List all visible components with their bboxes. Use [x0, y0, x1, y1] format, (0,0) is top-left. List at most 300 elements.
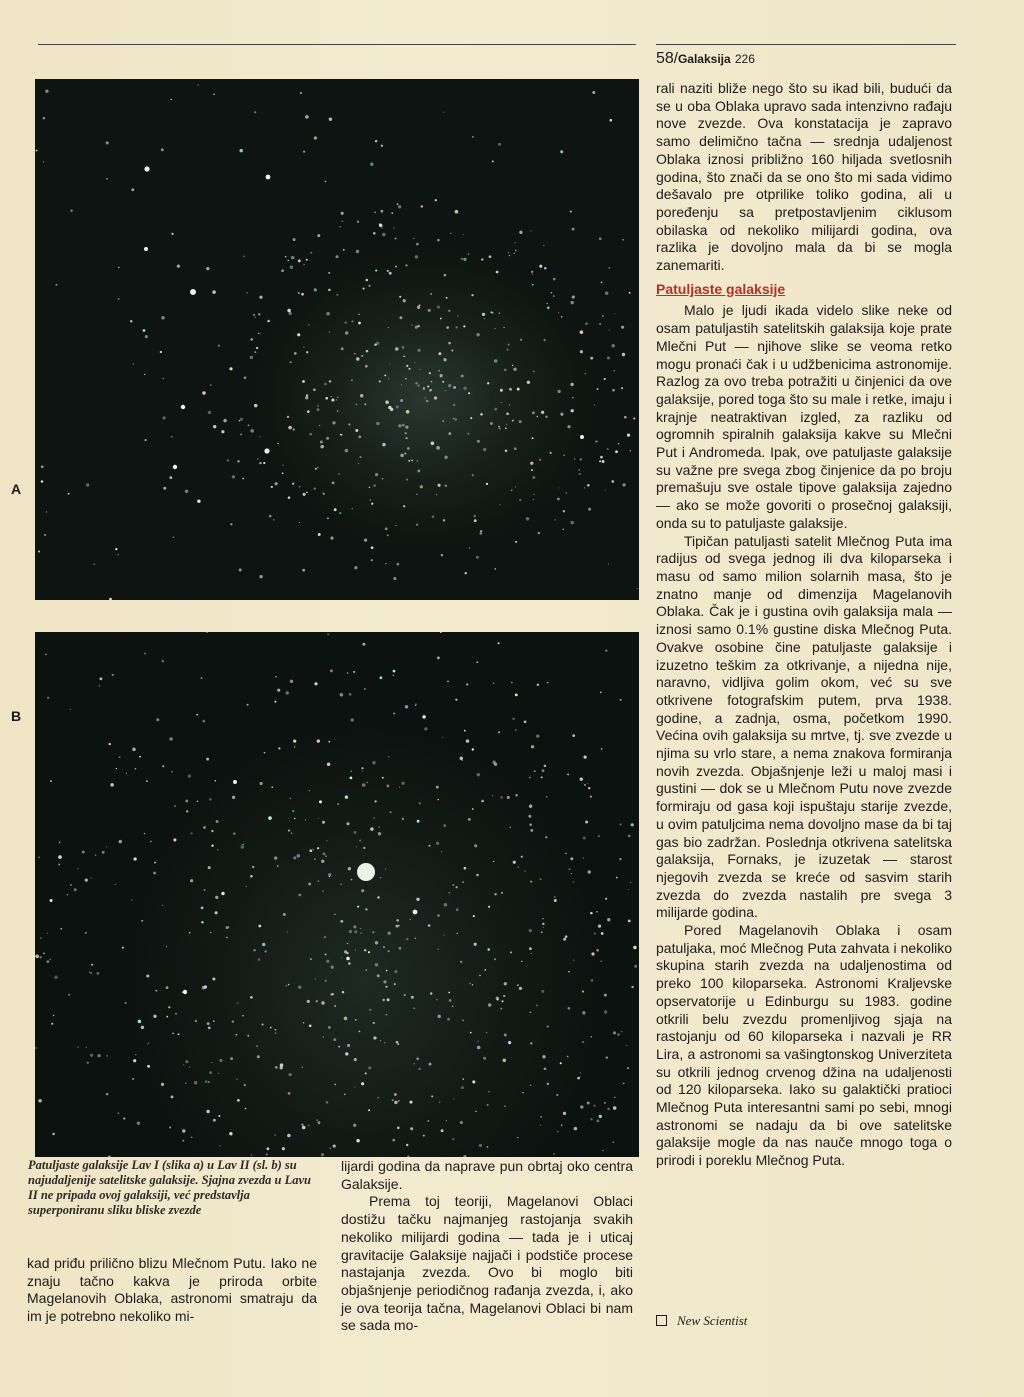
- star: [204, 889, 206, 891]
- star: [392, 1139, 395, 1142]
- star: [518, 867, 519, 868]
- star: [414, 1063, 415, 1064]
- star: [382, 999, 384, 1001]
- star: [319, 800, 322, 803]
- star: [293, 740, 296, 743]
- star: [161, 1083, 164, 1086]
- star: [484, 969, 486, 971]
- star: [611, 344, 615, 348]
- star: [584, 784, 586, 786]
- star: [483, 1057, 486, 1060]
- star: [408, 368, 410, 370]
- star: [621, 326, 624, 329]
- star: [501, 1000, 503, 1002]
- star: [382, 228, 383, 229]
- star: [526, 517, 530, 521]
- star: [382, 233, 386, 237]
- star: [171, 233, 173, 235]
- star: [614, 1097, 615, 1098]
- star: [287, 260, 288, 261]
- star: [530, 1042, 532, 1044]
- star: [422, 715, 426, 719]
- star: [298, 986, 301, 989]
- star: [561, 316, 563, 318]
- star: [594, 404, 595, 405]
- star: [290, 361, 292, 363]
- star: [419, 369, 420, 370]
- star: [126, 773, 127, 774]
- star: [229, 1132, 232, 1135]
- star: [512, 718, 514, 720]
- star: [206, 758, 209, 761]
- star: [312, 849, 314, 851]
- star: [595, 440, 597, 442]
- star: [303, 1022, 304, 1023]
- star: [557, 498, 560, 501]
- star: [563, 454, 565, 456]
- star: [361, 1082, 364, 1085]
- star: [442, 381, 444, 383]
- star: [202, 391, 206, 395]
- star: [633, 418, 635, 420]
- star: [58, 855, 62, 859]
- star: [440, 374, 443, 377]
- star: [290, 680, 293, 683]
- end-mark-icon: [656, 1315, 667, 1326]
- star: [118, 298, 120, 300]
- star: [319, 425, 320, 426]
- star: [437, 239, 440, 242]
- star: [558, 312, 559, 313]
- star: [394, 237, 396, 239]
- star: [541, 411, 544, 414]
- star: [274, 856, 277, 859]
- star: [259, 314, 261, 316]
- star: [423, 1135, 425, 1137]
- star: [492, 761, 495, 764]
- page-number: 58: [656, 50, 674, 67]
- star: [353, 925, 356, 928]
- star: [68, 493, 70, 495]
- column-left: [27, 1255, 317, 1326]
- star: [387, 535, 389, 537]
- star: [35, 955, 39, 959]
- star: [513, 861, 516, 864]
- star: [47, 933, 48, 934]
- star: [287, 1134, 291, 1138]
- star: [399, 296, 401, 298]
- star: [469, 982, 471, 984]
- star: [409, 1101, 412, 1104]
- star: [492, 160, 494, 162]
- star: [98, 1054, 101, 1057]
- star: [43, 161, 44, 162]
- star: [587, 783, 588, 784]
- star: [617, 1033, 620, 1036]
- star: [481, 800, 484, 803]
- star: [469, 547, 470, 548]
- star: [273, 519, 275, 521]
- star: [419, 802, 421, 804]
- star: [213, 93, 215, 95]
- star: [316, 1119, 318, 1121]
- star: [294, 352, 297, 355]
- star: [428, 309, 431, 312]
- star: [358, 436, 361, 439]
- star: [416, 898, 419, 901]
- star: [424, 727, 427, 730]
- star: [323, 853, 326, 856]
- star: [415, 938, 416, 939]
- star: [45, 90, 48, 93]
- star: [85, 932, 87, 934]
- star: [440, 318, 442, 320]
- star: [494, 893, 496, 895]
- star: [96, 972, 99, 975]
- star: [530, 880, 532, 882]
- star: [602, 1150, 604, 1152]
- star: [448, 310, 450, 312]
- star: [572, 734, 575, 737]
- star: [230, 523, 232, 525]
- star: [446, 297, 448, 299]
- star: [259, 462, 261, 464]
- star: [232, 796, 235, 799]
- star: [285, 985, 287, 987]
- star: [494, 958, 496, 960]
- star: [572, 397, 574, 399]
- star: [394, 983, 396, 985]
- star: [108, 1155, 111, 1157]
- star: [342, 991, 344, 993]
- star: [394, 970, 397, 973]
- star: [530, 230, 531, 231]
- star: [501, 402, 502, 403]
- star: [560, 150, 563, 153]
- star: [565, 935, 568, 938]
- star: [328, 873, 331, 876]
- star: [511, 682, 513, 684]
- star: [386, 1014, 388, 1016]
- star: [418, 384, 420, 386]
- star: [254, 111, 256, 113]
- star: [464, 730, 466, 732]
- star: [251, 1154, 252, 1155]
- star: [415, 705, 416, 706]
- star: [242, 1015, 244, 1017]
- star: [607, 1108, 610, 1111]
- star: [503, 327, 504, 328]
- star: [354, 566, 357, 569]
- star: [355, 429, 358, 432]
- star: [292, 810, 294, 812]
- star: [385, 527, 388, 530]
- star: [560, 1062, 562, 1064]
- star: [416, 243, 419, 246]
- star: [393, 670, 396, 673]
- star: [290, 265, 294, 269]
- star: [163, 416, 166, 419]
- star: [87, 1061, 89, 1063]
- star: [247, 1035, 249, 1037]
- star: [368, 285, 370, 287]
- star: [519, 987, 522, 990]
- star: [354, 1058, 357, 1061]
- star: [227, 459, 230, 462]
- star: [443, 519, 445, 521]
- star: [191, 1136, 193, 1138]
- star: [356, 1139, 359, 1142]
- star: [275, 1029, 277, 1031]
- star: [277, 443, 278, 444]
- star: [580, 1105, 583, 1108]
- star: [449, 999, 452, 1002]
- star: [403, 299, 406, 302]
- star: [293, 428, 295, 430]
- star: [334, 914, 335, 915]
- star: [86, 483, 89, 486]
- star: [633, 946, 636, 949]
- star: [384, 374, 386, 376]
- star: [590, 796, 592, 798]
- star: [425, 397, 426, 398]
- issue-number: 226: [734, 52, 755, 66]
- star: [377, 974, 380, 977]
- star: [556, 1094, 558, 1096]
- star: [373, 1022, 375, 1024]
- star: [359, 1031, 361, 1033]
- star: [49, 958, 51, 960]
- star: [327, 633, 329, 635]
- star: [370, 827, 373, 830]
- star: [447, 681, 449, 683]
- star: [197, 800, 199, 802]
- star: [509, 388, 512, 391]
- star: [53, 1015, 55, 1017]
- star: [169, 737, 173, 741]
- bright-star: [233, 780, 237, 784]
- star: [50, 780, 52, 782]
- star: [573, 959, 574, 960]
- star: [372, 931, 374, 933]
- star-field-a: [35, 79, 639, 600]
- star: [406, 1144, 408, 1146]
- star: [583, 858, 584, 859]
- star: [326, 960, 329, 963]
- star: [174, 805, 176, 807]
- star: [298, 259, 301, 262]
- star: [428, 924, 431, 927]
- star: [436, 842, 439, 845]
- star: [470, 417, 472, 419]
- star: [388, 756, 390, 758]
- star: [303, 264, 305, 266]
- star: [399, 947, 402, 950]
- star: [360, 932, 361, 933]
- star: [77, 1047, 78, 1048]
- star: [591, 1036, 592, 1037]
- star: [488, 1003, 492, 1007]
- star: [594, 932, 596, 934]
- bright-star: [357, 863, 375, 881]
- star: [462, 881, 464, 883]
- star: [45, 653, 47, 655]
- star: [99, 677, 102, 680]
- star: [364, 688, 366, 690]
- star: [373, 1036, 376, 1039]
- star: [326, 437, 329, 440]
- star: [495, 568, 497, 570]
- star: [461, 375, 464, 378]
- star: [472, 136, 474, 138]
- star: [515, 541, 517, 543]
- star: [406, 479, 408, 481]
- star: [544, 267, 546, 269]
- star: [320, 441, 323, 444]
- star: [68, 994, 70, 996]
- star: [380, 676, 383, 679]
- star: [354, 930, 357, 933]
- star: [293, 238, 296, 241]
- star: [106, 846, 107, 847]
- star: [405, 432, 407, 434]
- star: [358, 314, 360, 316]
- star: [451, 349, 453, 351]
- star: [189, 932, 191, 934]
- star: [353, 671, 355, 673]
- star: [38, 551, 40, 553]
- star: [91, 964, 93, 966]
- star: [557, 390, 560, 393]
- star: [300, 92, 302, 94]
- star: [288, 1073, 291, 1076]
- star: [236, 1078, 238, 1080]
- star: [347, 1044, 350, 1047]
- star: [509, 404, 510, 405]
- bright-star: [580, 435, 584, 439]
- star: [512, 419, 514, 421]
- star: [317, 408, 320, 411]
- star: [515, 250, 517, 252]
- star: [373, 232, 376, 235]
- star: [35, 1047, 36, 1048]
- star: [472, 748, 474, 750]
- star: [410, 919, 411, 920]
- star: [622, 483, 625, 486]
- star: [462, 1019, 464, 1021]
- star: [532, 411, 535, 414]
- star: [398, 424, 401, 427]
- star: [442, 737, 443, 738]
- bright-star: [144, 166, 149, 171]
- star: [396, 1041, 399, 1044]
- star: [347, 822, 350, 825]
- star: [282, 464, 283, 465]
- star: [514, 242, 515, 243]
- star: [306, 394, 308, 396]
- star: [417, 820, 420, 823]
- star: [337, 803, 339, 805]
- star: [145, 439, 147, 441]
- star: [375, 473, 378, 476]
- star: [578, 469, 580, 471]
- star: [504, 369, 507, 372]
- star: [407, 1155, 409, 1157]
- star: [476, 556, 479, 559]
- star: [255, 317, 256, 318]
- star: [47, 960, 50, 963]
- star: [437, 1015, 440, 1018]
- star: [318, 880, 320, 882]
- star: [544, 1067, 547, 1070]
- star: [466, 683, 468, 685]
- star: [444, 456, 447, 459]
- star: [387, 998, 390, 1001]
- star: [166, 946, 167, 947]
- star: [364, 403, 366, 405]
- star: [369, 499, 371, 501]
- star: [394, 1093, 397, 1096]
- star: [59, 841, 61, 843]
- star: [403, 356, 405, 358]
- star: [334, 508, 337, 511]
- star: [474, 844, 477, 847]
- star: [621, 387, 623, 389]
- star: [58, 864, 60, 866]
- star: [282, 472, 284, 474]
- star: [604, 1102, 606, 1104]
- star: [486, 483, 488, 485]
- star: [219, 1059, 222, 1062]
- star: [515, 694, 518, 697]
- star: [438, 799, 439, 800]
- star: [504, 1033, 507, 1036]
- star: [309, 1024, 312, 1027]
- star: [46, 511, 47, 512]
- star: [288, 1092, 291, 1095]
- star: [373, 817, 374, 818]
- star: [406, 365, 408, 367]
- star: [455, 418, 457, 420]
- star: [327, 517, 329, 519]
- star: [614, 313, 615, 314]
- star: [345, 331, 348, 334]
- star: [420, 485, 423, 488]
- star: [229, 367, 232, 370]
- star: [132, 1078, 134, 1080]
- star: [621, 1031, 623, 1033]
- star: [434, 396, 437, 399]
- star: [480, 530, 482, 532]
- star: [106, 1055, 108, 1057]
- star: [476, 333, 479, 336]
- star: [333, 1145, 336, 1148]
- star: [472, 984, 473, 985]
- star: [118, 554, 119, 555]
- star: [154, 862, 156, 864]
- bright-star: [190, 289, 196, 295]
- star: [346, 952, 348, 954]
- star: [479, 532, 482, 535]
- star: [487, 948, 490, 951]
- star: [364, 538, 367, 541]
- star: [240, 418, 243, 421]
- star: [529, 947, 532, 950]
- star: [135, 768, 137, 770]
- star: [122, 947, 124, 949]
- star: [329, 331, 331, 333]
- star: [115, 884, 116, 885]
